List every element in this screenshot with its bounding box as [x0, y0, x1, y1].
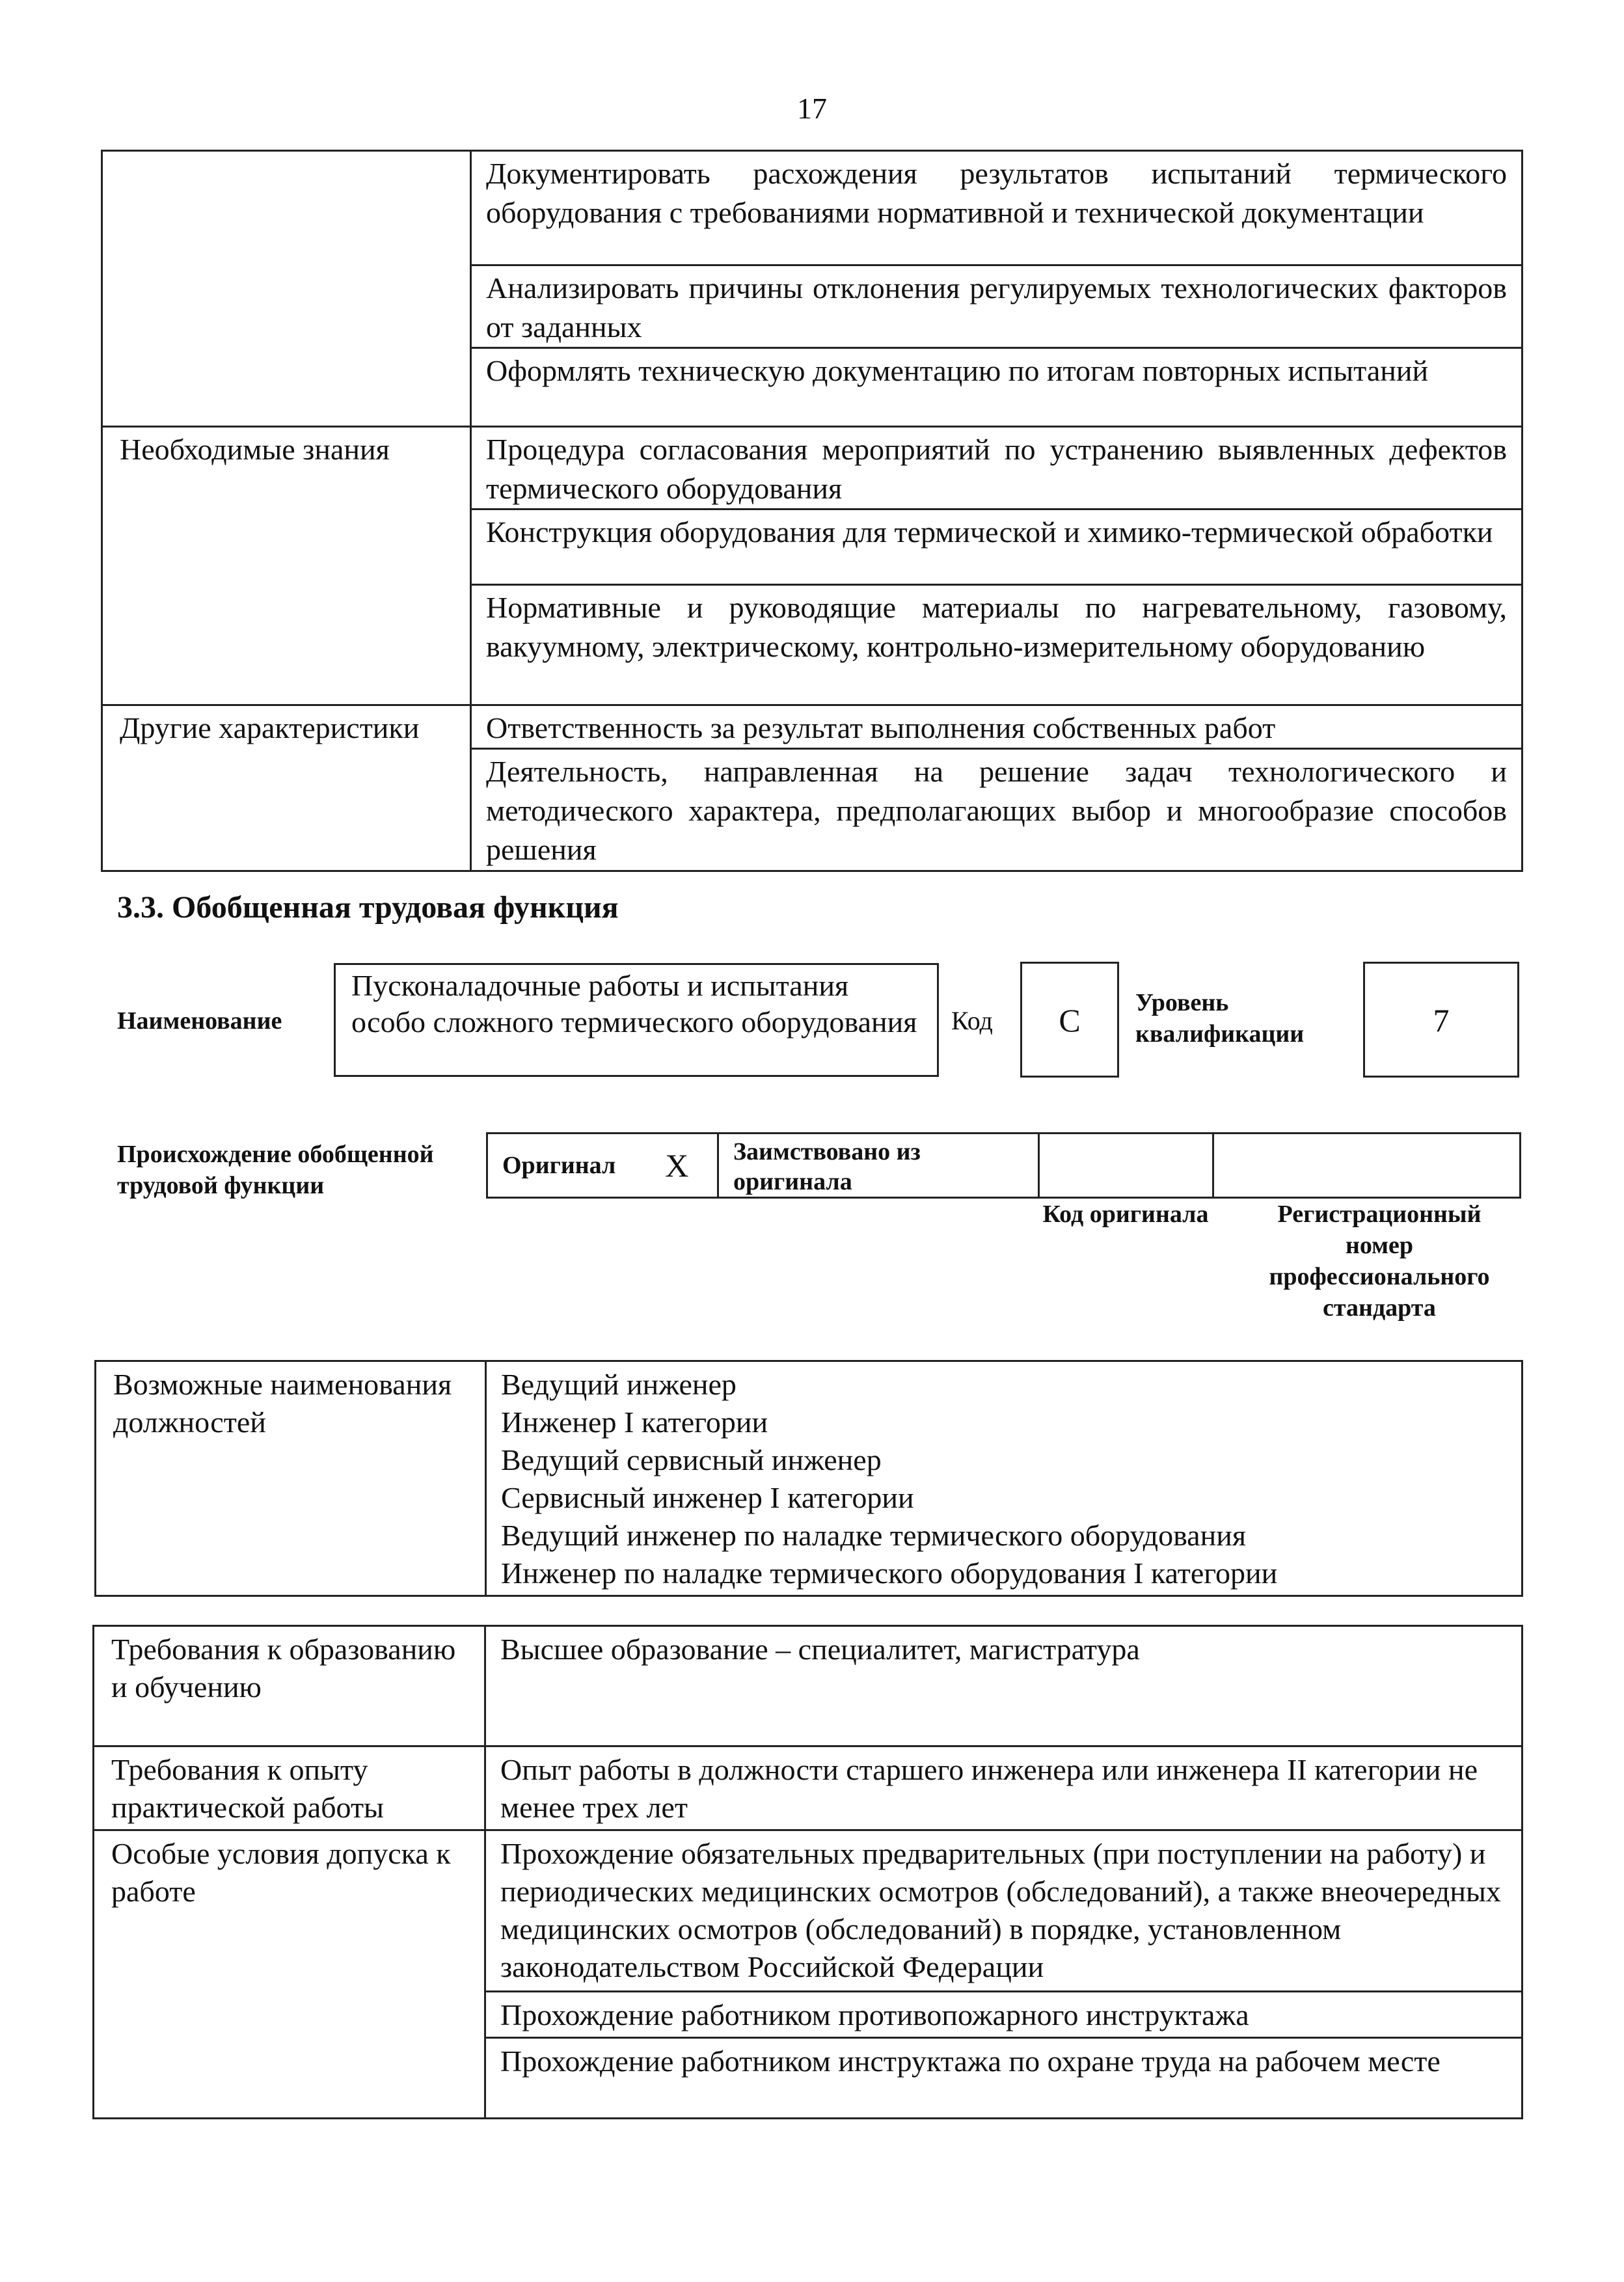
- list-item: Сервисный инженер I категории: [501, 1481, 914, 1514]
- table-row: [96, 1361, 1522, 1596]
- function-name-box: Пусконаладочные работы и испытания особо сложного термического оборудования: [334, 963, 939, 1077]
- list-item: Инженер I категории: [501, 1406, 768, 1439]
- positions-list: [486, 1361, 1522, 1596]
- row-label-knowledge: Необходимые знания: [102, 427, 471, 705]
- table-row: [94, 1626, 1522, 1746]
- skill-item: Документировать расхождения результатов испытаний термического оборудования с требованиями нормативной и технической документации: [471, 151, 1522, 265]
- list-item: Инженер по наладке термического оборудования I категории: [501, 1556, 1278, 1590]
- qualification-level-box: 7: [1363, 962, 1519, 1078]
- original-label-cell: Оригинал: [487, 1134, 637, 1198]
- code-label: Код: [951, 1006, 993, 1035]
- original-mark-cell: X: [637, 1134, 718, 1198]
- original-code-cell: [1039, 1134, 1213, 1198]
- list-item: Ведущий сервисный инженер: [501, 1443, 882, 1476]
- borrowed-label-cell: Заимствовано из оригинала: [718, 1134, 1039, 1198]
- requirements-table: [92, 1625, 1523, 2119]
- row-label-other: Другие характеристики: [102, 705, 471, 871]
- positions-table: [94, 1360, 1523, 1597]
- table-row: [94, 1830, 1522, 1992]
- knowledge-item: Конструкция оборудования для термической и химико-термической обработки: [471, 509, 1522, 585]
- page-number: 17: [797, 92, 827, 125]
- conditions-item: Прохождение работником противопожарного инструктажа: [485, 1992, 1522, 2038]
- conditions-item: Прохождение обязательных предварительных (при поступлении на работу) и периодических медицинских осмотров (обследований), а также внеочередных медицинских осмотров (обследований) в порядке, установленном законодательством Российской Федерации: [485, 1830, 1522, 1992]
- other-item: Ответственность за результат выполнения собственных работ: [471, 705, 1522, 749]
- origin-label: Происхождение обобщенной трудовой функции: [117, 1141, 434, 1199]
- qualification-level-label: Уровень квалификации: [1135, 989, 1305, 1048]
- row-label-empty: [102, 151, 471, 427]
- table-row: [102, 151, 1522, 265]
- conditions-item: Прохождение работником инструктажа по охране труда на рабочем месте: [485, 2038, 1522, 2119]
- skill-item: Анализировать причины отклонения регулируемых технологических факторов от заданных: [471, 265, 1522, 348]
- registration-number-caption: Регистрационный номер профессионального стандарта: [1269, 1201, 1490, 1322]
- list-item: Ведущий инженер: [501, 1368, 737, 1401]
- experience-value: Опыт работы в должности старшего инженера или инженера II категории не менее трех лет: [485, 1746, 1522, 1830]
- table-row: [94, 1746, 1522, 1830]
- skill-item: Оформлять техническую документацию по итогам повторных испытаний: [471, 348, 1522, 427]
- other-item: Деятельность, направленная на решение задач технологического и методического характера, предполагающих выбор и многообразие способов решения: [471, 749, 1522, 871]
- list-item: Ведущий инженер по наладке термического оборудования: [501, 1519, 1246, 1552]
- education-value: Высшее образование – специалитет, магистратура: [485, 1626, 1522, 1746]
- positions-label: Возможные наименования должностей: [96, 1361, 486, 1596]
- education-label: Требования к образованию и обучению: [94, 1626, 485, 1746]
- section-heading: 3.3. Обобщенная трудовая функция: [117, 890, 619, 925]
- name-label: Наименование: [117, 1007, 282, 1035]
- table-row: [102, 705, 1522, 749]
- knowledge-item: Процедура согласования мероприятий по устранению выявленных дефектов термического оборудования: [471, 427, 1522, 509]
- table-row: [102, 427, 1522, 509]
- conditions-label: Особые условия допуска к работе: [94, 1830, 485, 2119]
- origin-table: [486, 1132, 1521, 1199]
- original-code-caption: Код оригинала: [1042, 1201, 1209, 1228]
- skills-knowledge-table: [101, 150, 1523, 872]
- knowledge-item: Нормативные и руководящие материалы по нагревательному, газовому, вакуумному, электрическому, контрольно-измерительному оборудованию: [471, 585, 1522, 705]
- registration-number-cell: [1213, 1134, 1521, 1198]
- experience-label: Требования к опыту практической работы: [94, 1746, 485, 1830]
- code-box: C: [1020, 962, 1119, 1078]
